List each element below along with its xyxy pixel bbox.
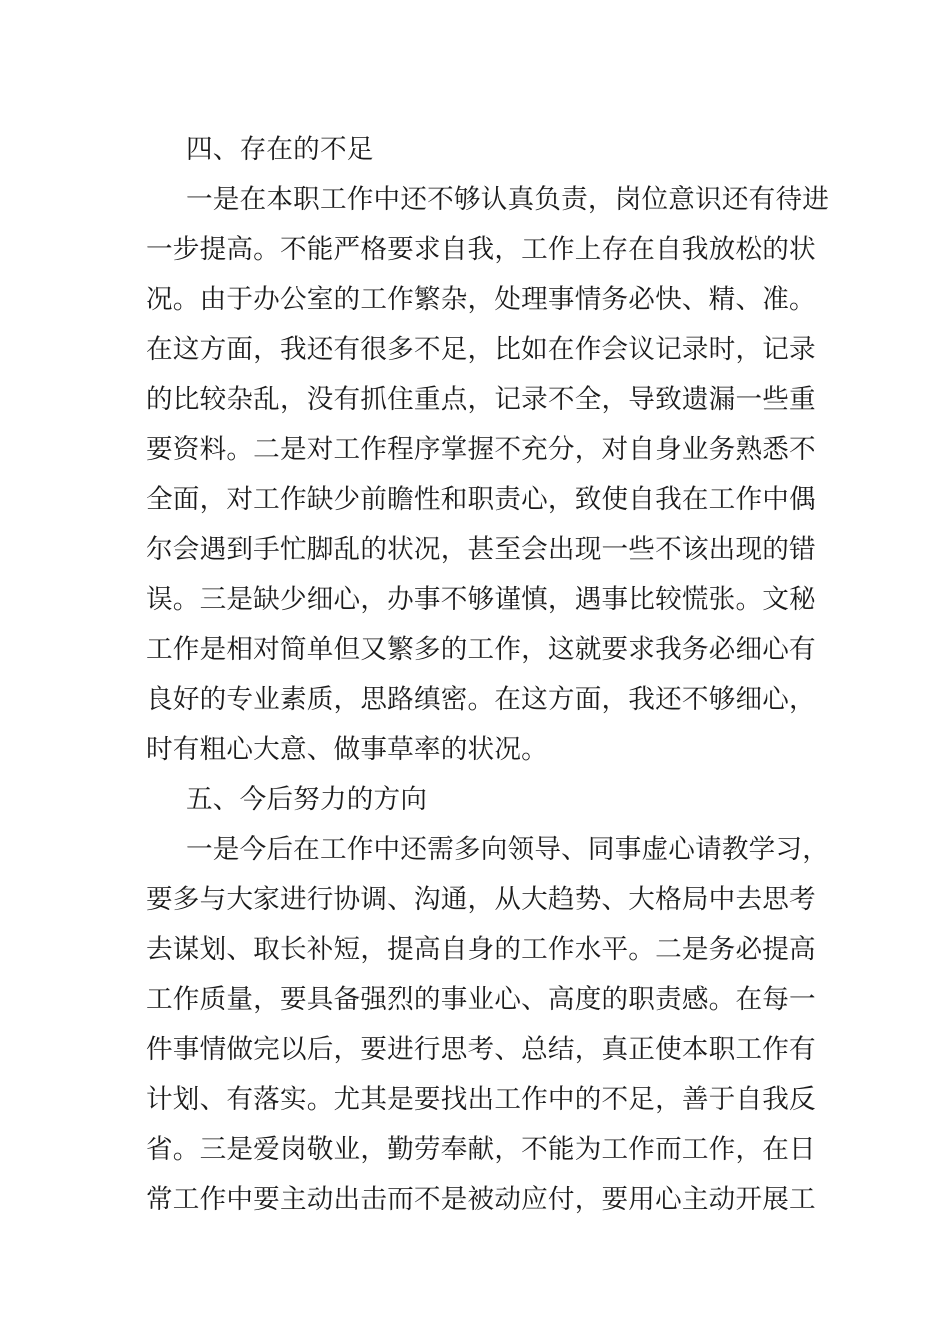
paragraph-line: 良好的专业素质，思路缜密。在这方面，我还不够细心， <box>146 684 816 715</box>
paragraph-line: 误。三是缺少细心，办事不够谨慎，遇事比较慌张。文秘 <box>146 584 816 615</box>
paragraph-line: 全面，对工作缺少前瞻性和职责心，致使自我在工作中偶 <box>146 484 816 515</box>
paragraph-line: 工作是相对简单但又繁多的工作，这就要求我务必细心有 <box>146 634 816 665</box>
paragraph-line: 常工作中要主动出击而不是被动应付，要用心主动开展工 <box>146 1184 816 1215</box>
paragraph-line: 要多与大家进行协调、沟通，从大趋势、大格局中去思考 <box>146 884 816 915</box>
section-4-heading: 四、存在的不足 <box>186 134 374 165</box>
paragraph-line: 一是在本职工作中还不够认真负责，岗位意识还有待进 <box>186 184 830 215</box>
paragraph-line: 件事情做完以后，要进行思考、总结，真正使本职工作有 <box>146 1034 816 1065</box>
paragraph-line: 时有粗心大意、做事草率的状况。 <box>146 734 548 765</box>
paragraph-line: 尔会遇到手忙脚乱的状况，甚至会出现一些不该出现的错 <box>146 534 816 565</box>
paragraph-line: 工作质量，要具备强烈的事业心、高度的职责感。在每一 <box>146 984 816 1015</box>
paragraph-line: 去谋划、取长补短，提高自身的工作水平。二是务必提高 <box>146 934 816 965</box>
paragraph-line: 要资料。二是对工作程序掌握不充分，对自身业务熟悉不 <box>146 434 816 465</box>
paragraph-line: 一是今后在工作中还需多向领导、同事虚心请教学习， <box>186 834 830 865</box>
paragraph-line: 省。三是爱岗敬业，勤劳奉献，不能为工作而工作，在日 <box>146 1134 816 1165</box>
paragraph-line: 况。由于办公室的工作繁杂，处理事情务必快、精、准。 <box>146 284 816 315</box>
paragraph-line: 一步提高。不能严格要求自我，工作上存在自我放松的状 <box>146 234 816 265</box>
paragraph-line: 的比较杂乱，没有抓住重点，记录不全，导致遗漏一些重 <box>146 384 816 415</box>
paragraph-line: 计划、有落实。尤其是要找出工作中的不足，善于自我反 <box>146 1084 816 1115</box>
section-5-heading: 五、今后努力的方向 <box>186 784 428 815</box>
paragraph-line: 在这方面，我还有很多不足，比如在作会议记录时，记录 <box>146 334 816 365</box>
